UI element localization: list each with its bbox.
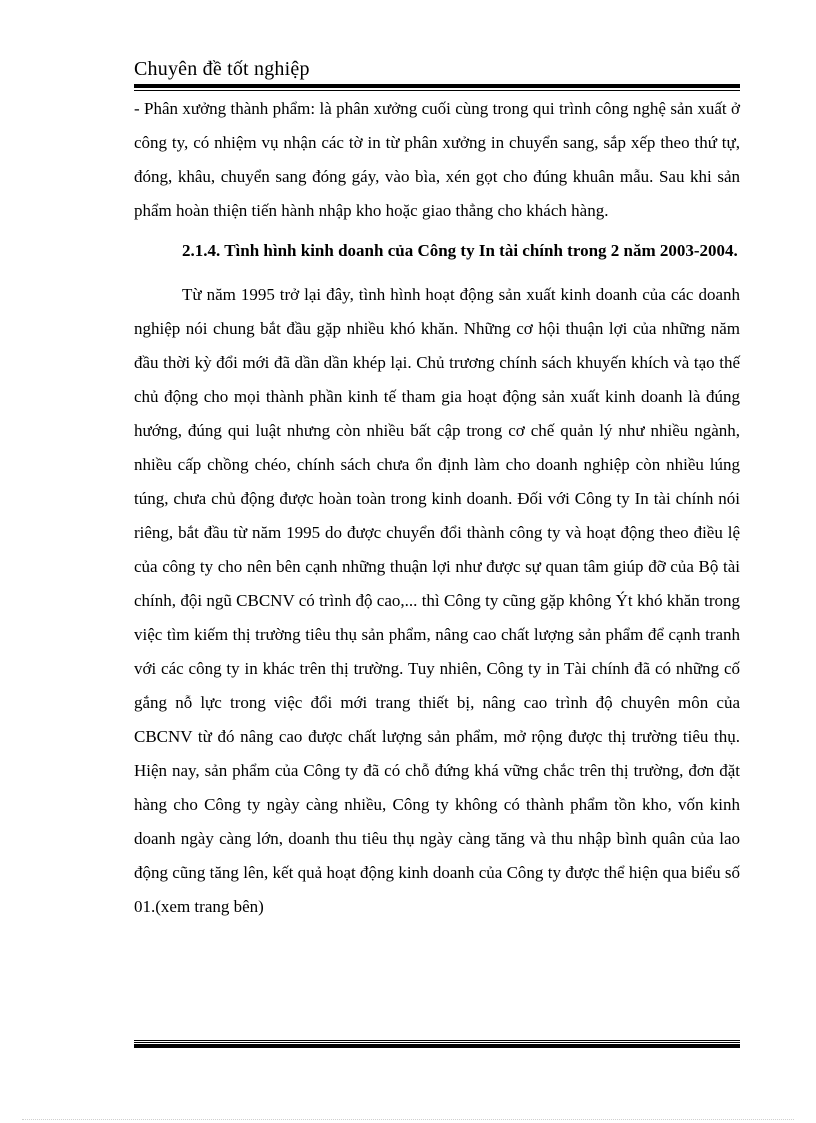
page-header-title: Chuyên đề tốt nghiệp [134, 58, 310, 80]
section-heading: 2.1.4. Tình hình kinh doanh của Công ty In tài chính trong 2 năm 2003-2004. [182, 241, 738, 260]
page-body [134, 92, 740, 924]
paragraph-business-situation: Từ năm 1995 trở lại đây, tình hình hoạt động sản xuất kinh doanh của các doanh nghiệp nói chung bắt đầu gặp nhiều khó khăn. Những cơ hội thuận lợi của những năm đầu thời kỳ đổi mới đã dần dần khép lại. Chủ trương chính sách khuyến khích và tạo thế chủ động cho mọi thành phần kinh tế tham gia hoạt động sản xuất kinh doanh là đúng hướng, đúng qui luật nhưng còn nhiều bất cập trong cơ chế quản lý như nhiều ngành, nhiều cấp chồng chéo, chính sách chưa ổn định làm cho doanh nghiệp còn nhiều lúng túng, chưa chủ động được hoàn toàn trong kinh doanh. Đối với Công ty In tài chính nói riêng, bắt đầu từ năm 1995 do được chuyển đổi thành công ty và hoạt động theo điều lệ của công ty cho nên bên cạnh những thuận lợi như được sự quan tâm giúp đỡ của Bộ tài chính, đội ngũ CBCNV có trình độ cao,... thì Công ty cũng gặp không Ýt khó khăn trong việc tìm kiếm thị trường tiêu thụ sản phẩm, nâng cao chất lượng sản phẩm để cạnh tranh với các công ty in khác trên thị trường. Tuy nhiên, Công ty in Tài chính đã có những cố gắng nỗ lực trong việc đổi mới trang thiết bị, nâng cao trình độ chuyên môn của CBCNV từ đó nâng cao được chất lượng sản phẩm, mở rộng được thị trường tiêu thụ. Hiện nay, sản phẩm của Công ty đã có chỗ đứng khá vững chắc trên thị trường, đơn đặt hàng cho Công ty ngày càng nhiều, Công ty không có thành phẩm tồn kho, vốn kinh doanh ngày càng lớn, doanh thu tiêu thụ ngày càng tăng và thu nhập bình quân của lao động cũng tăng lên, kết quả hoạt động kinh doanh của Công ty được thể hiện qua biểu số 01.(xem trang bên) [134, 285, 740, 916]
paragraph-finishing-workshop: - Phân xưởng thành phẩm: là phân xưởng cuối cùng trong qui trình công nghệ sản xuất ở công ty, có nhiệm vụ nhận các tờ in từ phân xưởng in chuyển sang, sắp xếp theo thứ tự, đóng, khâu, chuyển sang đóng gáy, vào bìa, xén gọt cho đúng khuân mẫu. Sau khi sản phẩm hoàn thiện tiến hành nhập kho hoặc giao thẳng cho khách hàng. [134, 99, 740, 220]
header-double-rule [134, 84, 740, 91]
page-edge-divider [22, 1119, 794, 1120]
footer-double-rule [134, 1040, 740, 1048]
